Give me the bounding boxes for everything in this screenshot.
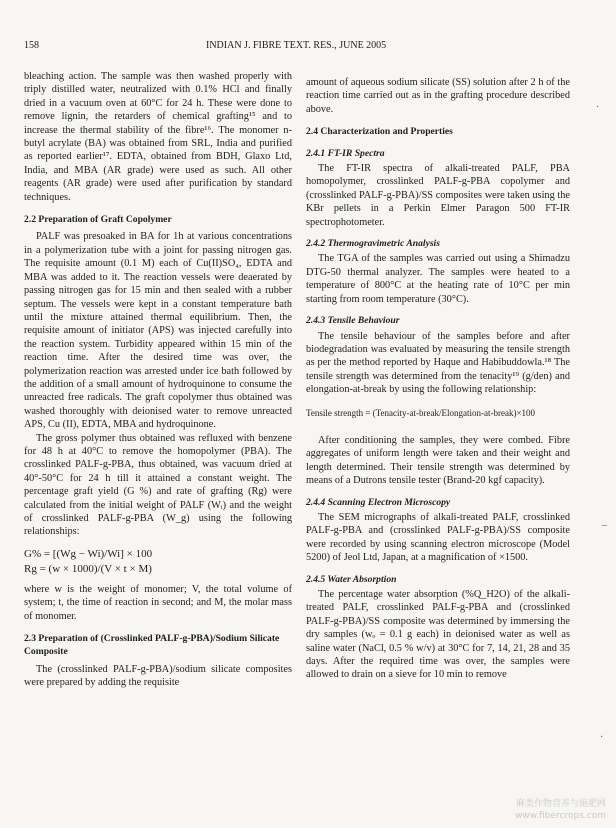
paragraph-ftir: The FT-IR spectra of alkali-treated PALF, PBA homopolymer, crosslinked PALF-g-PBA copolymer and (crosslinked PALF-g-PBA)/SS composites were taken using the KBr pellets in a Perkin Elmer Paragon 500 FT-IR spectrophotometer. <box>306 163 570 228</box>
watermark-line-1: 麻类作物营养与施肥网 <box>515 799 606 809</box>
running-header: INDIAN J. FIBRE TEXT. RES., JUNE 2005 <box>206 40 387 51</box>
equation-graft-yield: G% = [(Wg − Wi)/Wi] × 100 <box>24 547 153 560</box>
paragraph-sem: The SEM micrographs of alkali-treated PALF, crosslinked PALF-g-PBA and (crosslinked PALF-g-PBA)/SS composite were recorded by using scanning electron microscope (Model 5200) of Jeol Ltd, Japan, at a magnification of ×1500. <box>306 511 570 564</box>
paragraph-silicate-addition: amount of aqueous sodium silicate (SS) solution after 2 h of the reaction time carried out as in the grafting procedure described above. <box>306 77 570 115</box>
scan-mark: · <box>596 102 600 113</box>
right-column <box>306 76 570 682</box>
paragraph-variables: where w is the weight of monomer; V, the total volume of system; t, the time of reaction in second; and M, the molar mass of monomer. <box>24 583 292 622</box>
section-heading-2-2: 2.2 Preparation of Graft Copolymer <box>24 214 172 226</box>
paragraph-tga: The TGA of the samples was carried out using a Shimadzu DTG-50 thermal analyzer. The samples were heated to a temperature of 800°C at the heating rate of 10°C per min starting from room temperature (30°C). <box>306 253 570 305</box>
subsection-heading-2-4-1: 2.4.1 FT-IR Spectra <box>306 147 385 159</box>
page-number: 158 <box>24 40 39 51</box>
subsection-heading-2-4-4: 2.4.4 Scanning Electron Microscopy <box>306 496 451 508</box>
equations <box>24 547 292 577</box>
paragraph-water-absorption: The percentage water absorption (%Q_H2O) of the alkali-treated PALF, crosslinked PALF-g-PBA and (crosslinked PALF-g-PBA)/SS composite was determined by immersing the dry samples (wₒ = 0.1 g each) in deionised water as well as saline water (NaCl, 0.5 % w/v) at 30°C for 7, 14, 21, 28 and 35 days. After the required time was over, the samples were allowed to drain on a sieve for 10 min to remove <box>306 589 570 681</box>
paragraph-graft-preparation: PALF was presoaked in BA for 1h at various concentrations in a polymerization tube with a joint for passing nitrogen gas. The requisite amount (0.1 M) each of Cu(II)SO₄, EDTA and MBA was added to it. The reaction vessels were deaerated by passing nitrogen gas for 15 min and then sealed with a rubber septum. The vessels were kept in a constant temperature bath until the mixture attained thermal equilibrium. Then, the requisite amount of initiator (APS) was injected carefully into the reaction system. Turbidity appeared within 15 min of the reaction time. After the desired time was over, the polymerization reaction was arrested under ice bath followed by the addition of a small amount of hydroquinone to consume the unreacted free radicals. The graft copolymer thus obtained was washed thoroughly with deionised water to remove unreacted APS, Cu (II), EDTA, MBA and hydroquinone. <box>24 231 292 431</box>
subsection-heading-2-4-5: 2.4.5 Water Absorption <box>306 573 397 585</box>
subsection-heading-2-4-3: 2.4.3 Tensile Behaviour <box>306 315 400 327</box>
section-heading-2-4: 2.4 Characterization and Properties <box>306 126 453 138</box>
equation-grafting-rate: Rg = (w × 1000)/(V × t × M) <box>24 562 152 575</box>
watermark-line-2: www.fibercrops.com <box>515 811 606 821</box>
paragraph-tensile-conditioning: After conditioning the samples, they were combed. Fibre aggregates of uniform length were taken and their weight and length determined. Their tensile strength was determined by means of a Dutrons tensile tester (Brand-20 kgf capacity). <box>306 434 570 487</box>
paragraph-bleaching: bleaching action. The sample was then washed properly with triply distilled water, neutralized with 0.1% HCl and finally dried in a vacuum oven at 60°C for 24 h. These were done to remove lignin, the retarders of chemical grafting¹⁵ and to increase the thermal stability of the fibre¹⁶. The monomer n-butyl acrylate (BA) was obtained from SRL, India and purified as reported earlier¹⁷. EDTA, obtained from BDH, Glaxo Ltd, India, and MBA (AR grade) were used as such. All other reagents (AR grade) were used after purification by standard techniques. <box>24 71 292 203</box>
paragraph-tensile: The tensile behaviour of the samples before and after biodegradation was evaluated by measuring the tensile strength as per the method reported by Haque and Habibuddowla.¹⁸ The tensile strength was determined from the tenacity¹⁹ (g/den) and elongation-at-break by using the following relationship: <box>306 330 570 396</box>
equation-tensile-strength: Tensile strength = (Tenacity-at-break/Elongation-at-break)×100 <box>306 407 536 418</box>
paragraph-gross-polymer: The gross polymer thus obtained was refluxed with benzene for 48 h at 40°C to remove the homopolymer (PBA). The crosslinked PALF-g-PBA, thus obtained, was vacuum dried at 40°-50°C for 24 h till it attained a constant weight. The percentage graft yield (G %) and rate of grafting (Rg) were calculated from the initial weight of PALF (Wᵢ) and the weight of crosslinked PALF-g-PBA (W_g) using the following relationships: <box>24 432 292 538</box>
scan-mark: · <box>600 732 604 743</box>
paragraph-composite-prep: The (crosslinked PALF-g-PBA)/sodium silicate composites were prepared by adding the requisite <box>24 663 292 689</box>
subsection-heading-2-4-2: 2.4.2 Thermogravimetric Analysis <box>306 238 440 250</box>
scan-mark: – <box>602 520 607 531</box>
left-column <box>24 70 292 690</box>
section-heading-2-3: 2.3 Preparation of (Crosslinked PALF-g-PBA)/Sodium Silicate Composite <box>24 633 280 658</box>
watermark <box>515 798 606 822</box>
